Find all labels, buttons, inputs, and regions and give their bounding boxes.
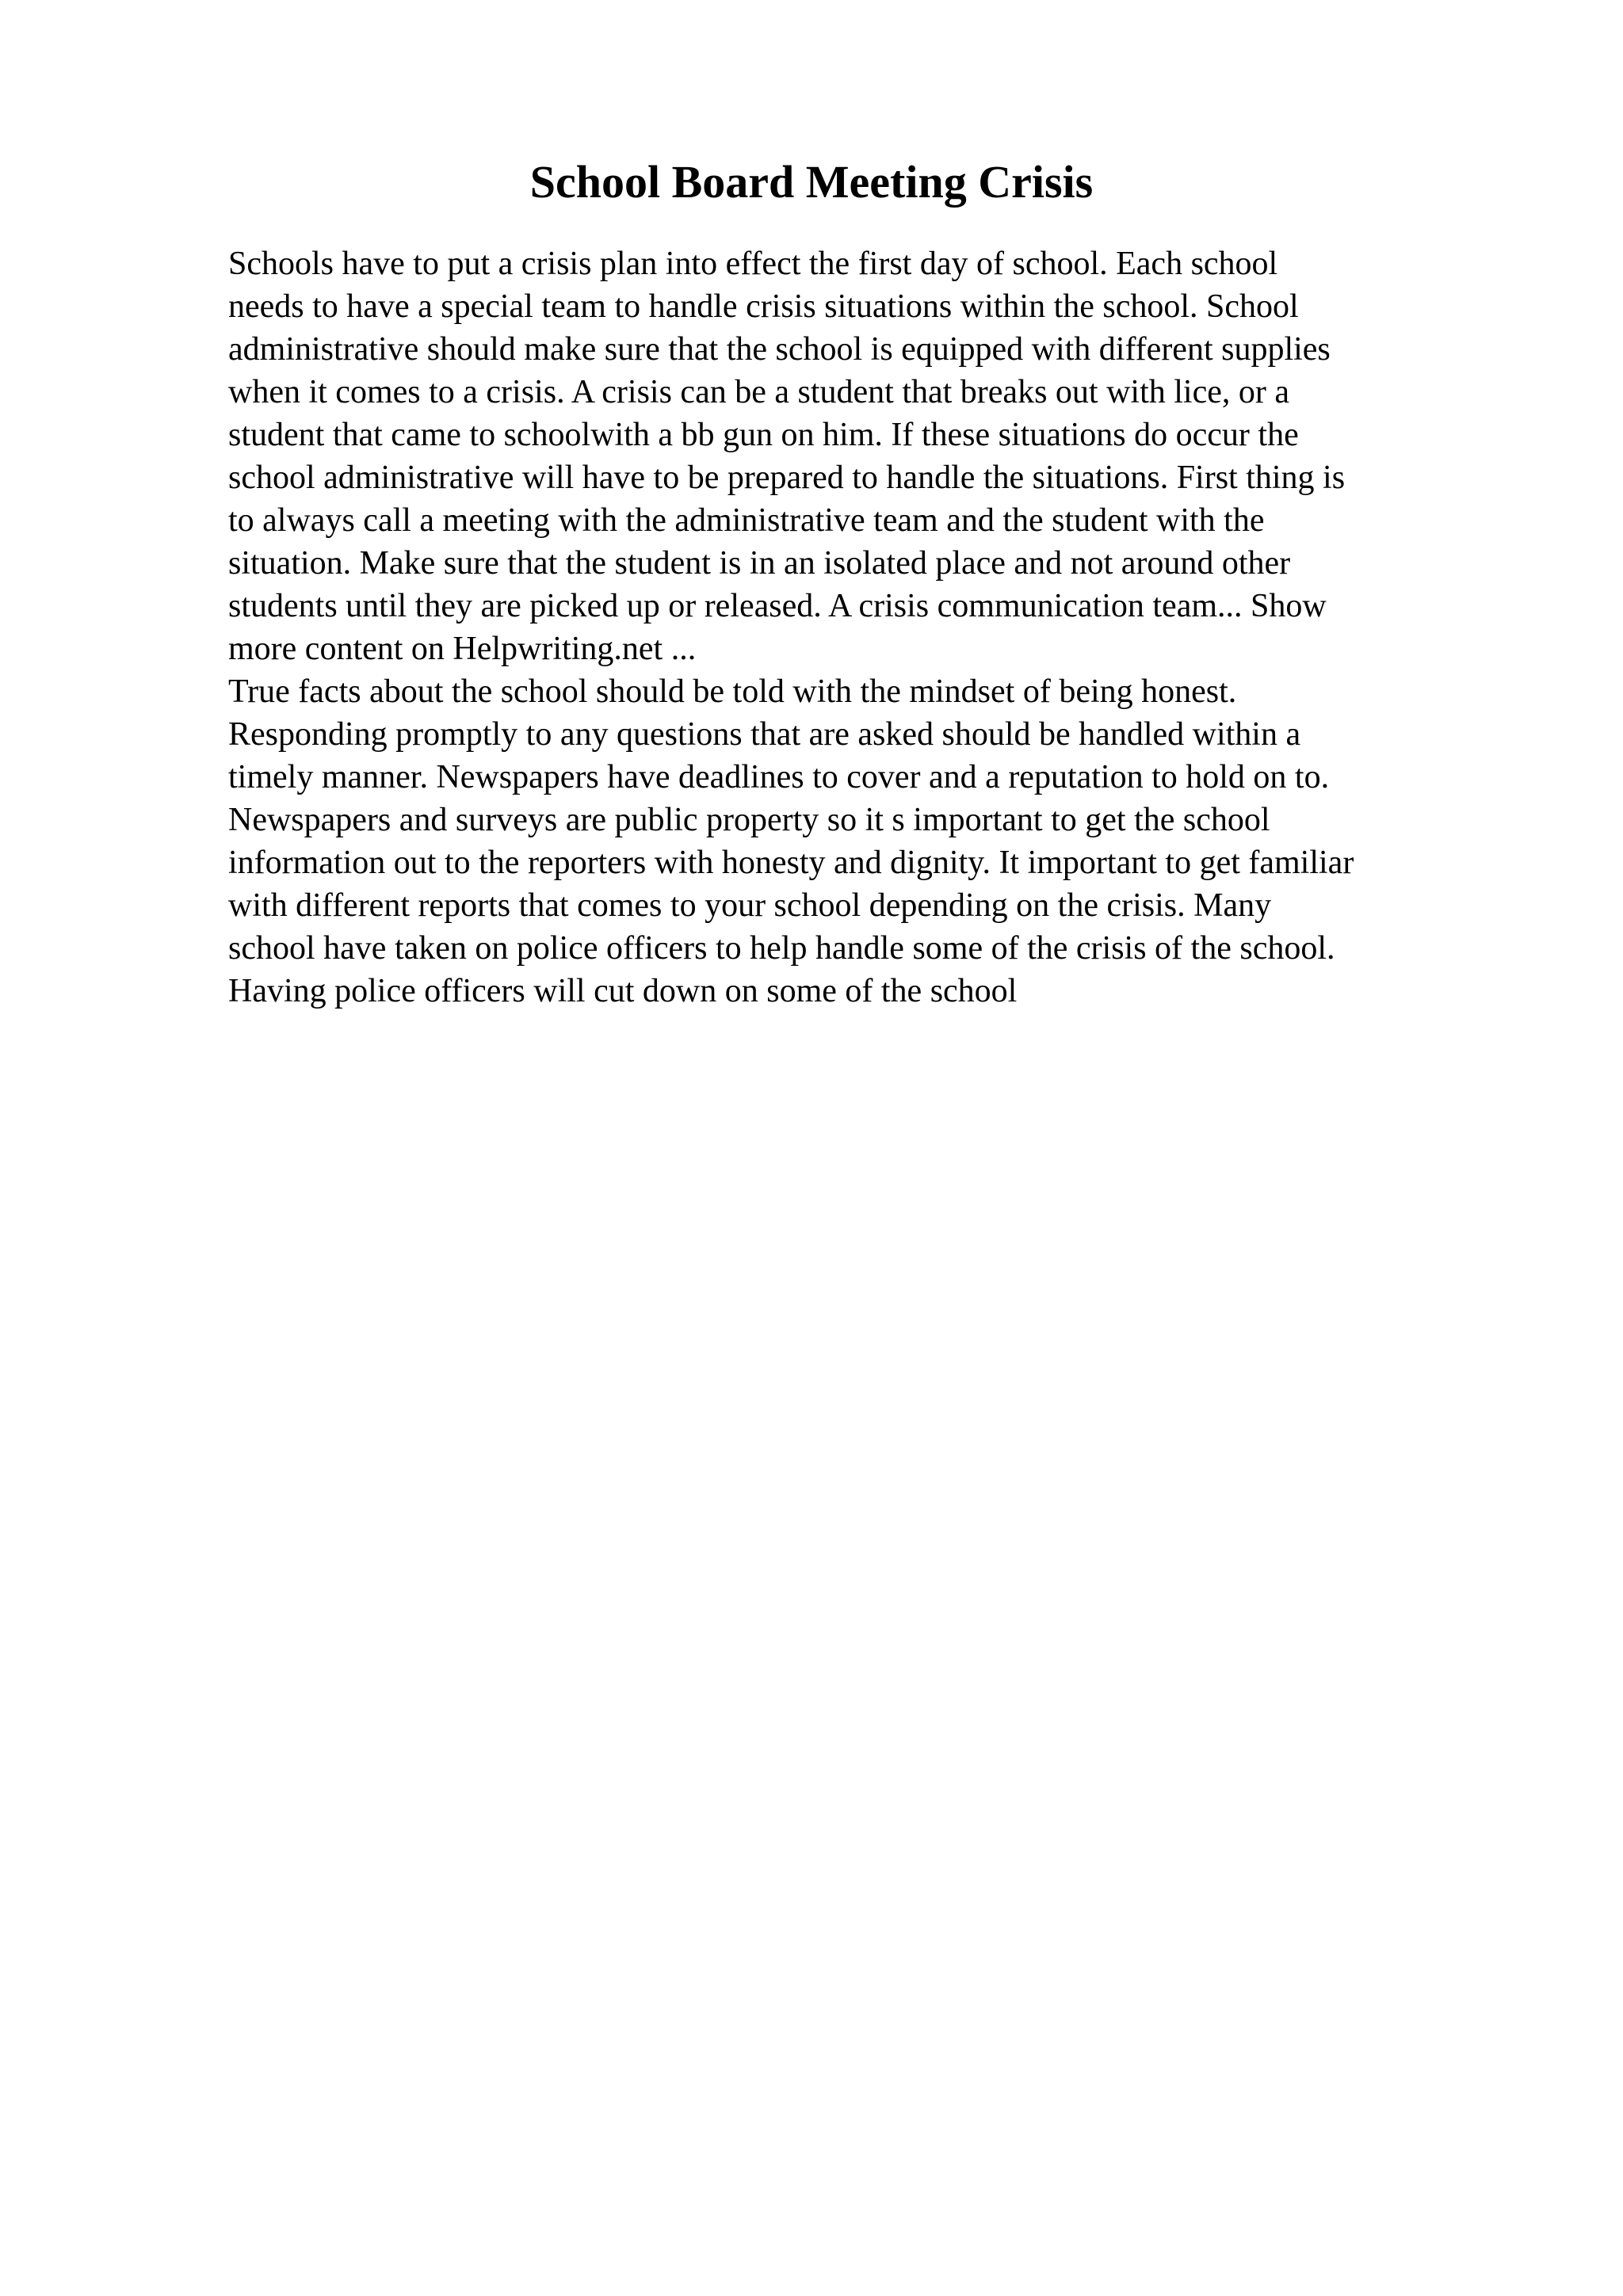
body-line: to always call a meeting with the administrative team and the student with the: [228, 502, 1265, 539]
body-line: needs to have a special team to handle crisis situations within the school. School: [228, 288, 1299, 325]
body-line: with different reports that comes to your school depending on the crisis. Many: [228, 887, 1272, 924]
body-line: students until they are picked up or released. A crisis communication team... Show: [228, 588, 1327, 624]
body-line: True facts about the school should be told with the mindset of being honest.: [228, 673, 1237, 710]
body-line: Having police officers will cut down on some of the school: [228, 973, 1018, 1009]
body-line: Responding promptly to any questions that are asked should be handled within a: [228, 716, 1301, 753]
body-line: school administrative will have to be prepared to handle the situations. First thing is: [228, 460, 1346, 496]
document-body: [228, 242, 1496, 1013]
body-line: information out to the reporters with honesty and dignity. It important to get familiar: [228, 845, 1354, 881]
body-line: when it comes to a crisis. A crisis can be a student that breaks out with lice, or a: [228, 374, 1289, 410]
body-line: school have taken on police officers to help handle some of the crisis of the school.: [228, 930, 1335, 967]
body-line: Newspapers and surveys are public property so it s important to get the school: [228, 802, 1270, 838]
document-title: School Board Meeting Crisis: [529, 156, 1094, 208]
body-line: administrative should make sure that the school is equipped with different supplies: [228, 331, 1331, 368]
body-line: student that came to schoolwith a bb gun on him. If these situations do occur the: [228, 417, 1299, 453]
body-line: Schools have to put a crisis plan into effect the first day of school. Each school: [228, 246, 1278, 282]
body-line: more content on Helpwriting.net ...: [228, 631, 697, 667]
body-line: timely manner. Newspapers have deadlines to cover and a reputation to hold on to.: [228, 759, 1330, 795]
body-line: situation. Make sure that the student is in an isolated place and not around other: [228, 545, 1291, 582]
